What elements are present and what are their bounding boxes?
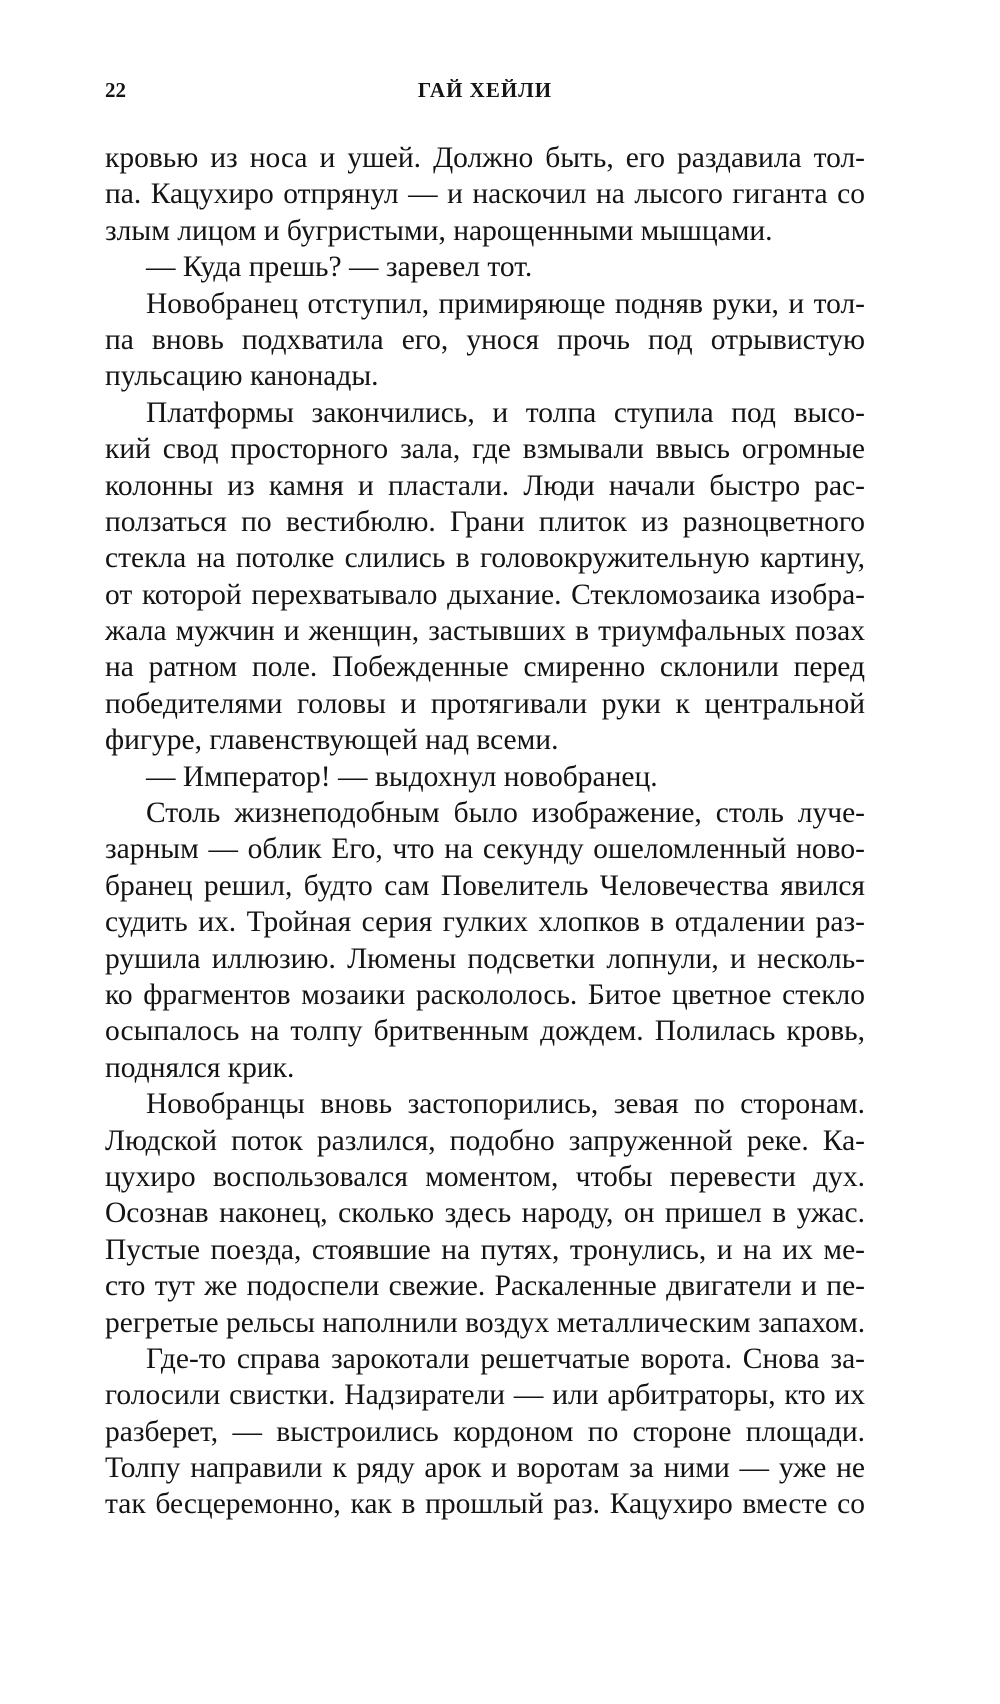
text-line: бранец решил, будто сам Повелитель Человечества явился xyxy=(105,869,865,902)
text-line: па. Кацухиро отпрянул — и наскочил на лысого гиганта со xyxy=(105,178,865,211)
text-line: Платформы закончились, и толпа ступила под высо- xyxy=(146,396,865,429)
text-line: — Император! — выдохнул новобранец. xyxy=(146,760,658,793)
text-line: зарным — облик Его, что на секунду ошеломленный ново- xyxy=(105,833,865,866)
text-line: злым лицом и бугристыми, нарощенными мышцами. xyxy=(105,214,773,247)
text-line: Людской поток разлился, подобно запруженной реке. Ка- xyxy=(105,1124,865,1157)
text-line: ко фрагментов мозаики раскололось. Битое цветное стекло xyxy=(105,978,865,1011)
paragraph xyxy=(105,395,865,759)
book-author: ГАЙ ХЕЙЛИ xyxy=(417,78,553,102)
text-line: осыпалось на толпу бритвенным дождем. Полилась кровь, xyxy=(105,1015,865,1048)
page-number: 22 xyxy=(105,78,126,102)
paragraph xyxy=(105,140,865,249)
paragraph xyxy=(105,759,865,795)
text-line: рушила иллюзию. Люмены подсветки лопнули, и несколь- xyxy=(105,942,865,975)
text-line: Пустые поезда, стоявшие на путях, тронулись, и на их ме- xyxy=(105,1233,865,1266)
paragraph xyxy=(105,795,865,1086)
text-line: Новобранец отступил, примиряюще подняв руки, и тол- xyxy=(146,287,865,320)
text-line: па вновь подхватила его, унося прочь под отрывистую xyxy=(105,323,865,356)
text-line: разберет, — выстроились кордоном по стороне площади. xyxy=(105,1415,865,1448)
text-line: Осознав наконец, сколько здесь народу, он пришел в ужас. xyxy=(105,1197,865,1230)
body-text xyxy=(105,140,865,1523)
text-line: Столь жизнеподобным было изображение, столь луче- xyxy=(146,797,865,830)
text-line: фигуре, главенствующей над всеми. xyxy=(105,724,559,757)
text-line: цухиро воспользовался моментом, чтобы перевести дух. xyxy=(105,1160,865,1193)
text-line: колонны из камня и пластали. Люди начали быстро рас- xyxy=(105,469,865,502)
text-line: победителями головы и протягивали руки к центральной xyxy=(105,687,865,720)
text-line: регретые рельсы наполнили воздух металлическим запахом. xyxy=(105,1306,866,1339)
text-line: — Куда прешь? — заревел тот. xyxy=(146,251,533,284)
text-line: голосили свистки. Надзиратели — или арбитраторы, кто их xyxy=(105,1379,865,1412)
text-line: поднялся крик. xyxy=(105,1051,295,1084)
text-line: сто тут же подоспели свежие. Раскаленные двигатели и пе- xyxy=(105,1270,865,1303)
text-line: жала мужчин и женщин, застывших в триумфальных позах xyxy=(105,615,865,648)
text-line: на ратном поле. Побежденные смиренно склонили перед xyxy=(105,651,865,684)
text-line: Где-то справа зарокотали решетчатые ворота. Снова за- xyxy=(146,1342,865,1375)
text-line: Новобранцы вновь застопорились, зевая по сторонам. xyxy=(146,1088,865,1121)
paragraph xyxy=(105,1086,865,1341)
text-line: Толпу направили к ряду арок и воротам за ними — уже не xyxy=(105,1452,865,1485)
paragraph xyxy=(105,286,865,395)
running-head xyxy=(105,78,865,108)
paragraph xyxy=(105,249,865,285)
text-line: так бесцеремонно, как в прошлый раз. Кацухиро вместе со xyxy=(105,1488,865,1521)
text-line: ползаться по вестибюлю. Грани плиток из разноцветного xyxy=(105,505,865,538)
text-line: судить их. Тройная серия гулких хлопков в отдалении раз- xyxy=(105,906,865,939)
text-line: стекла на потолке слились в головокружительную картину, xyxy=(105,542,865,575)
text-line: пульсацию канонады. xyxy=(105,360,379,393)
text-line: от которой перехватывало дыхание. Стекломозаика изобра- xyxy=(105,578,865,611)
text-line: кровью из носа и ушей. Должно быть, его раздавила тол- xyxy=(105,142,865,174)
paragraph xyxy=(105,1341,865,1523)
text-line: кий свод просторного зала, где взмывали ввысь огромные xyxy=(105,433,865,466)
